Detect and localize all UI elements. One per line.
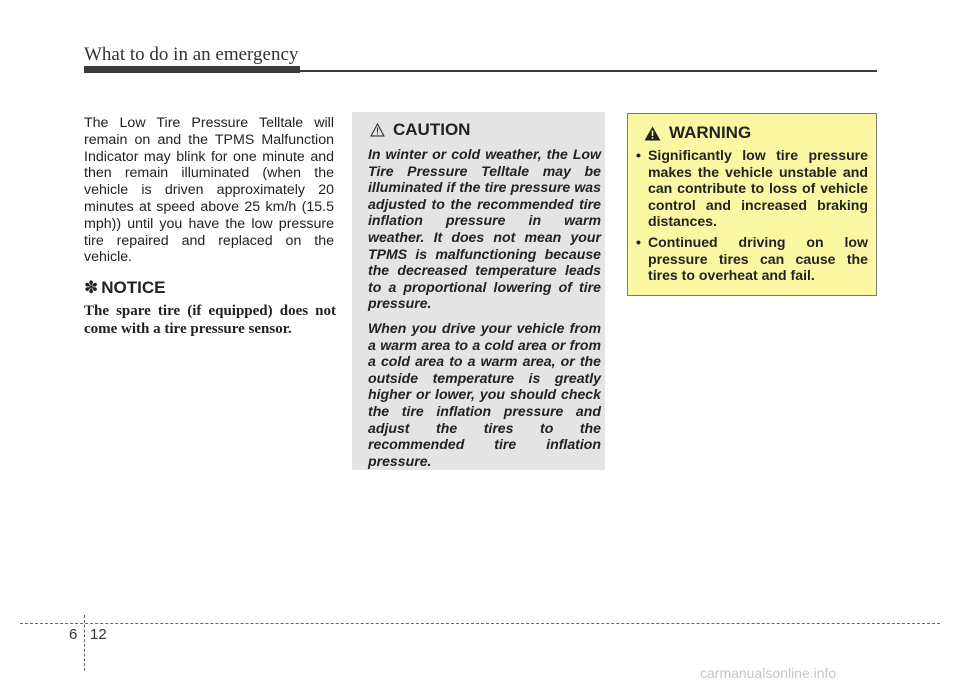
watermark: carmanualsonline.info (700, 665, 837, 681)
bullet-icon: • (636, 147, 641, 163)
bullet-icon: • (636, 233, 641, 250)
warning-item (636, 234, 868, 284)
warning-box (627, 113, 877, 296)
warning-heading-label: WARNING (669, 123, 752, 142)
caution-paragraph: In winter or cold weather, the Low Tire Pressure Telltale may be illuminated if the tire pressure was adjusted to the recommended tire inflation pressure in warm weather. It does not mean your TPMS is malfunctioning because the decreased temperature leads to a proportional lowering of tire pressure. (368, 146, 601, 312)
warning-triangle-outline-icon (370, 123, 385, 137)
warning-item (636, 147, 868, 230)
warning-triangle-filled-icon (644, 126, 661, 141)
notice-heading-label: NOTICE (101, 278, 166, 297)
body-paragraph: The Low Tire Pressure Telltale will remain on and the TPMS Malfunction Indicator may blink for one minute and then remain illuminated (when the vehicle is driven approximately 20 minutes at speed above 25 km/h (15.5 mph)) until you have the low pressure tire repaired and replaced on the vehicle. (84, 115, 334, 266)
caution-heading (368, 120, 601, 140)
notice-star-icon: ✽ (84, 278, 99, 297)
page-number: 12 (90, 626, 107, 643)
footer-divider (84, 615, 85, 671)
caution-heading-label: CAUTION (393, 120, 471, 139)
notice-text: The spare tire (if equipped) does not come with a tire pressure sensor. (84, 303, 336, 337)
warning-item-text: Significantly low tire pressure makes the vehicle unstable and can contribute to loss of vehicle control and increased braking distances. (648, 147, 868, 230)
notice-heading (84, 278, 165, 298)
warning-heading (636, 123, 868, 143)
footer-rule (20, 623, 940, 624)
header-rule (84, 70, 877, 72)
warning-list (636, 147, 868, 284)
caution-box (352, 112, 605, 470)
caution-paragraph: When you drive your vehicle from a warm area to a cold area or from a cold area to a warm area, or the outside temperature is greatly higher or lower, you should check the tire inflation pressure and adjust the tires to the recommended tire inflation pressure. (368, 319, 601, 469)
page-header-title: What to do in an emergency (84, 44, 299, 65)
warning-item-text: Continued driving on low pressure tires can cause the tires to overheat and fail. (648, 233, 868, 284)
page-chapter-number: 6 (69, 626, 78, 643)
